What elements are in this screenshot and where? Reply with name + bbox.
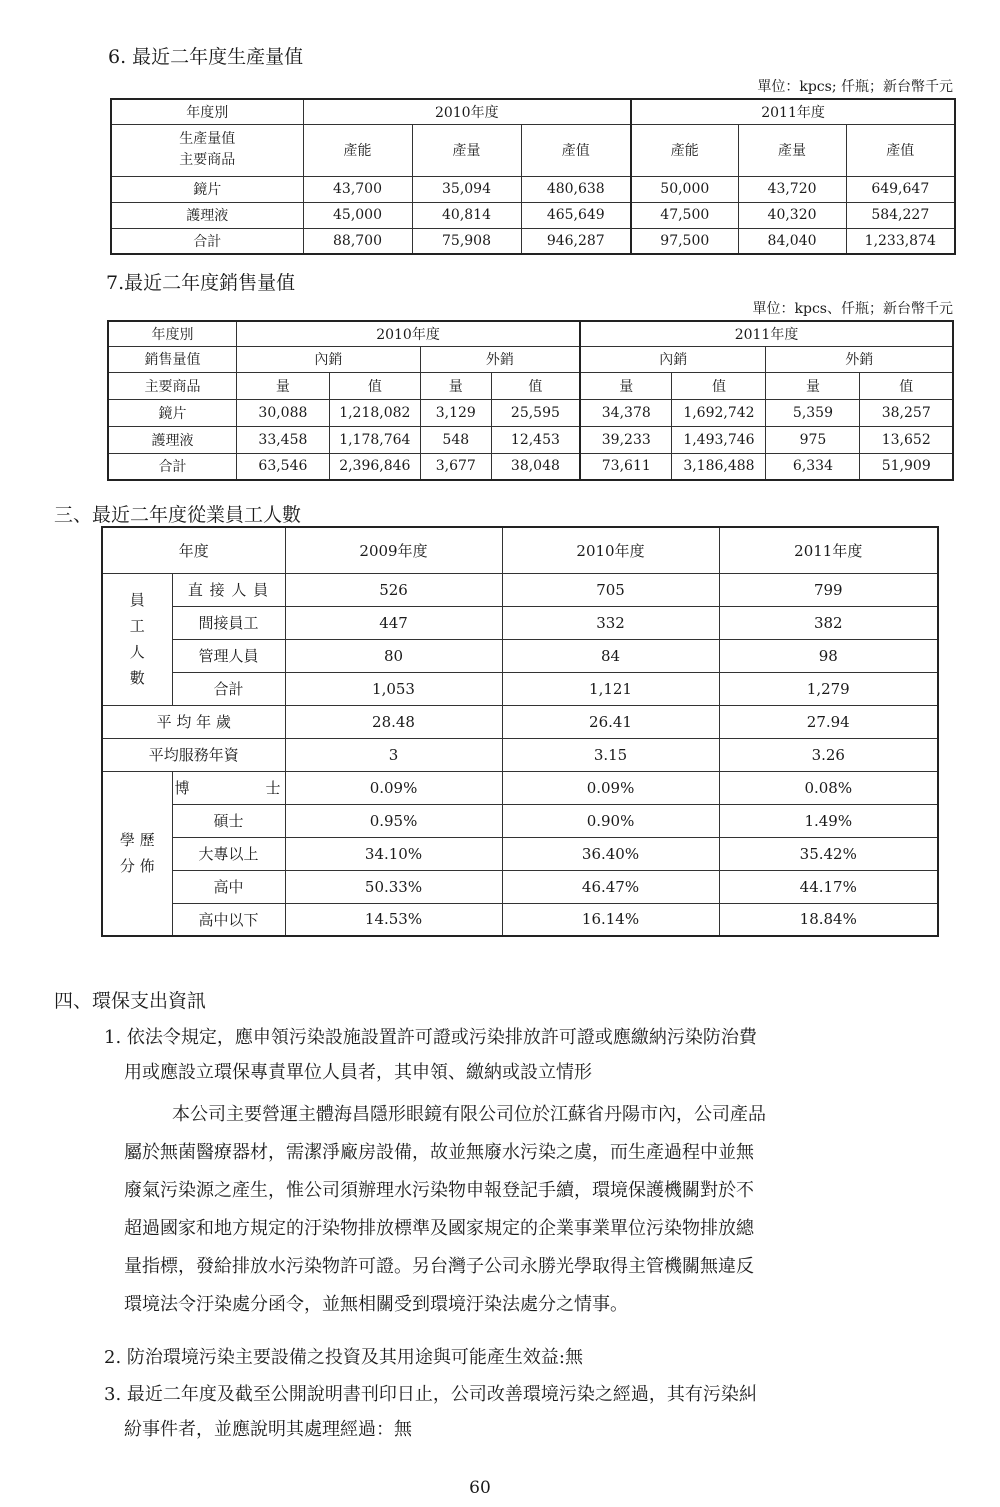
table-row <box>111 202 955 228</box>
table-cell: 26.41 <box>502 705 719 738</box>
table-cell: 35,094 <box>412 176 521 202</box>
table-cell: 40,814 <box>412 202 521 228</box>
table-cell: 3.26 <box>719 738 938 771</box>
column-header: 值 <box>672 372 766 399</box>
table-cell: 1,121 <box>502 672 719 705</box>
corner-item-label: 主要商品 <box>179 152 236 168</box>
table-cell: 47,500 <box>631 202 738 228</box>
corner-item-label: 主要商品 <box>108 372 236 399</box>
table-cell: 38,048 <box>491 453 580 480</box>
env-item-3-line: 3. 最近二年度及截至公開說明書刊印日止，公司改善環境污染之經過，其有污染糾 <box>104 1384 757 1405</box>
table-row <box>102 903 938 936</box>
table-cell: 2,396,846 <box>329 453 420 480</box>
table-cell: 799 <box>719 573 938 606</box>
table-row <box>111 228 955 254</box>
table-cell: 63,546 <box>236 453 329 480</box>
table-cell: 84,040 <box>738 228 846 254</box>
table-cell: 0.09% <box>285 771 502 804</box>
table-cell: 43,720 <box>738 176 846 202</box>
production-unit: 單位：kpcs; 仟瓶；新台幣千元 <box>757 79 953 95</box>
table-cell: 332 <box>502 606 719 639</box>
row-label: 護理液 <box>111 202 303 228</box>
row-label: 高中 <box>172 870 285 903</box>
row-label: 鏡片 <box>111 176 303 202</box>
table-row <box>102 639 938 672</box>
table-cell: 0.09% <box>502 771 719 804</box>
sales-unit: 單位：kpcs、仟瓶；新台幣千元 <box>752 301 953 317</box>
env-item-3 <box>104 1377 964 1447</box>
paragraph-line: 本公司主要營運主體海昌隱形眼鏡有限公司位於江蘇省丹陽市內，公司產品 <box>172 1104 766 1125</box>
year-header: 2010年度 <box>303 99 631 124</box>
column-header: 產能 <box>631 124 738 176</box>
table-cell: 705 <box>502 573 719 606</box>
table-cell: 75,908 <box>412 228 521 254</box>
table-row <box>102 837 938 870</box>
table-cell: 34,378 <box>580 399 672 426</box>
column-header: 值 <box>860 372 953 399</box>
year-header: 2011年度 <box>719 527 938 573</box>
table-row <box>108 426 953 453</box>
table-cell: 3,677 <box>420 453 491 480</box>
table-cell: 34.10% <box>285 837 502 870</box>
table-cell: 1,692,742 <box>672 399 766 426</box>
education-group-label: 學 歷 分 佈 <box>102 771 172 936</box>
row-label: 鏡片 <box>108 399 236 426</box>
table-cell: 3 <box>285 738 502 771</box>
row-label <box>172 771 285 804</box>
table-cell: 36.40% <box>502 837 719 870</box>
sales-table <box>107 320 954 481</box>
env-item-2: 2. 防治環境污染主要設備之投資及其用途與可能產生效益:無 <box>104 1347 583 1368</box>
employees-heading: 三、最近二年度從業員工人數 <box>54 504 302 526</box>
table-cell: 98 <box>719 639 938 672</box>
year-label: 年度 <box>102 527 285 573</box>
staff-group-label: 員 工 人 數 <box>102 573 172 705</box>
table-cell: 382 <box>719 606 938 639</box>
env-heading: 四、環保支出資訊 <box>54 990 207 1012</box>
corner-year-label: 年度別 <box>108 321 236 346</box>
column-header: 產量 <box>738 124 846 176</box>
table-cell: 38,257 <box>860 399 953 426</box>
table-cell: 548 <box>420 426 491 453</box>
year-header: 2010年度 <box>236 321 580 346</box>
table-cell: 1,178,764 <box>329 426 420 453</box>
column-header: 產能 <box>303 124 412 176</box>
row-label: 高中以下 <box>172 903 285 936</box>
table-cell: 14.53% <box>285 903 502 936</box>
table-cell: 6,334 <box>766 453 860 480</box>
env-item-1-line: 用或應設立環保專責單位人員者，其申領、繳納或設立情形 <box>124 1062 592 1083</box>
table-cell: 1,218,082 <box>329 399 420 426</box>
row-label: 碩士 <box>172 804 285 837</box>
table-row <box>108 453 953 480</box>
table-cell: 40,320 <box>738 202 846 228</box>
market-header: 內銷 <box>580 346 766 372</box>
table-cell: 50.33% <box>285 870 502 903</box>
table-cell: 12,453 <box>491 426 580 453</box>
row-label: 平 均 年 歲 <box>102 705 285 738</box>
table-cell: 88,700 <box>303 228 412 254</box>
row-label: 平均服務年資 <box>102 738 285 771</box>
table-row <box>102 771 938 804</box>
row-label: 大專以上 <box>172 837 285 870</box>
table-cell: 0.95% <box>285 804 502 837</box>
table-cell: 84 <box>502 639 719 672</box>
table-row <box>111 176 955 202</box>
year-header: 2011年度 <box>631 99 955 124</box>
row-label: 合計 <box>172 672 285 705</box>
corner-year-label: 年度別 <box>111 99 303 124</box>
market-header: 內銷 <box>236 346 420 372</box>
table-cell: 584,227 <box>846 202 955 228</box>
table-cell: 13,652 <box>860 426 953 453</box>
column-header: 量 <box>420 372 491 399</box>
production-table <box>110 98 956 255</box>
table-cell: 35.42% <box>719 837 938 870</box>
row-label-part: 士 <box>265 779 281 797</box>
sales-heading: 7.最近二年度銷售量值 <box>106 272 296 294</box>
table-row <box>102 738 938 771</box>
column-header: 值 <box>491 372 580 399</box>
table-cell: 480,638 <box>521 176 631 202</box>
table-cell: 18.84% <box>719 903 938 936</box>
paragraph-line: 超過國家和地方規定的汙染物排放標準及國家規定的企業事業單位污染物排放總 <box>124 1218 754 1239</box>
table-cell: 946,287 <box>521 228 631 254</box>
table-cell: 0.08% <box>719 771 938 804</box>
table-cell: 97,500 <box>631 228 738 254</box>
market-header: 外銷 <box>420 346 580 372</box>
table-cell: 5,359 <box>766 399 860 426</box>
corner-measure-label: 銷售量值 <box>108 346 236 372</box>
table-cell: 46.47% <box>502 870 719 903</box>
table-cell: 3,186,488 <box>672 453 766 480</box>
env-body-paragraph <box>124 1096 964 1324</box>
table-cell: 975 <box>766 426 860 453</box>
table-cell: 25,595 <box>491 399 580 426</box>
table-row <box>102 606 938 639</box>
row-label-part: 博 <box>174 779 190 797</box>
table-cell: 1,279 <box>719 672 938 705</box>
column-header: 產值 <box>846 124 955 176</box>
row-label: 直 接 人 員 <box>172 573 285 606</box>
env-item-1 <box>104 1020 964 1090</box>
table-cell: 3.15 <box>502 738 719 771</box>
corner-measure-label: 生產量值 <box>179 131 236 147</box>
paragraph-line: 量指標，發給排放水污染物許可證。另台灣子公司永勝光學取得主管機關無違反 <box>124 1256 754 1277</box>
table-cell: 649,647 <box>846 176 955 202</box>
table-cell: 1,493,746 <box>672 426 766 453</box>
row-label: 合計 <box>111 228 303 254</box>
table-row <box>108 399 953 426</box>
table-cell: 3,129 <box>420 399 491 426</box>
market-header: 外銷 <box>766 346 953 372</box>
table-row <box>102 804 938 837</box>
column-header: 量 <box>236 372 329 399</box>
table-row <box>102 672 938 705</box>
table-cell: 0.90% <box>502 804 719 837</box>
table-cell: 27.94 <box>719 705 938 738</box>
table-cell: 28.48 <box>285 705 502 738</box>
year-header: 2011年度 <box>580 321 953 346</box>
column-header: 產量 <box>412 124 521 176</box>
production-heading: 6. 最近二年度生產量值 <box>108 46 304 68</box>
employees-table <box>101 526 939 937</box>
row-label: 護理液 <box>108 426 236 453</box>
table-cell: 33,458 <box>236 426 329 453</box>
table-cell: 43,700 <box>303 176 412 202</box>
paragraph-line: 環境法令汙染處分函令，並無相關受到環境汙染法處分之情事。 <box>124 1294 628 1315</box>
row-label: 合計 <box>108 453 236 480</box>
row-label: 管理人員 <box>172 639 285 672</box>
year-header: 2010年度 <box>502 527 719 573</box>
page-number: 60 <box>469 1478 491 1498</box>
table-cell: 73,611 <box>580 453 672 480</box>
table-cell: 45,000 <box>303 202 412 228</box>
corner-stub <box>111 124 303 176</box>
table-cell: 39,233 <box>580 426 672 453</box>
year-header: 2009年度 <box>285 527 502 573</box>
paragraph-line: 屬於無菌醫療器材，需潔淨廠房設備，故並無廢水污染之虞，而生產過程中並無 <box>124 1142 754 1163</box>
column-header: 量 <box>580 372 672 399</box>
table-cell: 16.14% <box>502 903 719 936</box>
row-label: 間接員工 <box>172 606 285 639</box>
column-header: 量 <box>766 372 860 399</box>
table-cell: 447 <box>285 606 502 639</box>
table-cell: 80 <box>285 639 502 672</box>
env-item-1-line: 1. 依法令規定，應申領污染設施設置許可證或污染排放許可證或應繳納污染防治費 <box>104 1027 757 1048</box>
table-cell: 1.49% <box>719 804 938 837</box>
table-cell: 1,053 <box>285 672 502 705</box>
column-header: 產值 <box>521 124 631 176</box>
table-row <box>102 573 938 606</box>
table-cell: 51,909 <box>860 453 953 480</box>
table-cell: 526 <box>285 573 502 606</box>
table-row <box>102 705 938 738</box>
table-cell: 465,649 <box>521 202 631 228</box>
env-item-3-line: 紛事件者，並應說明其處理經過：無 <box>124 1419 412 1440</box>
table-cell: 50,000 <box>631 176 738 202</box>
table-row <box>102 870 938 903</box>
column-header: 值 <box>329 372 420 399</box>
paragraph-line: 廢氣污染源之產生，惟公司須辦理水污染物申報登記手續，環境保護機關對於不 <box>124 1180 754 1201</box>
table-cell: 1,233,874 <box>846 228 955 254</box>
table-cell: 30,088 <box>236 399 329 426</box>
table-cell: 44.17% <box>719 870 938 903</box>
